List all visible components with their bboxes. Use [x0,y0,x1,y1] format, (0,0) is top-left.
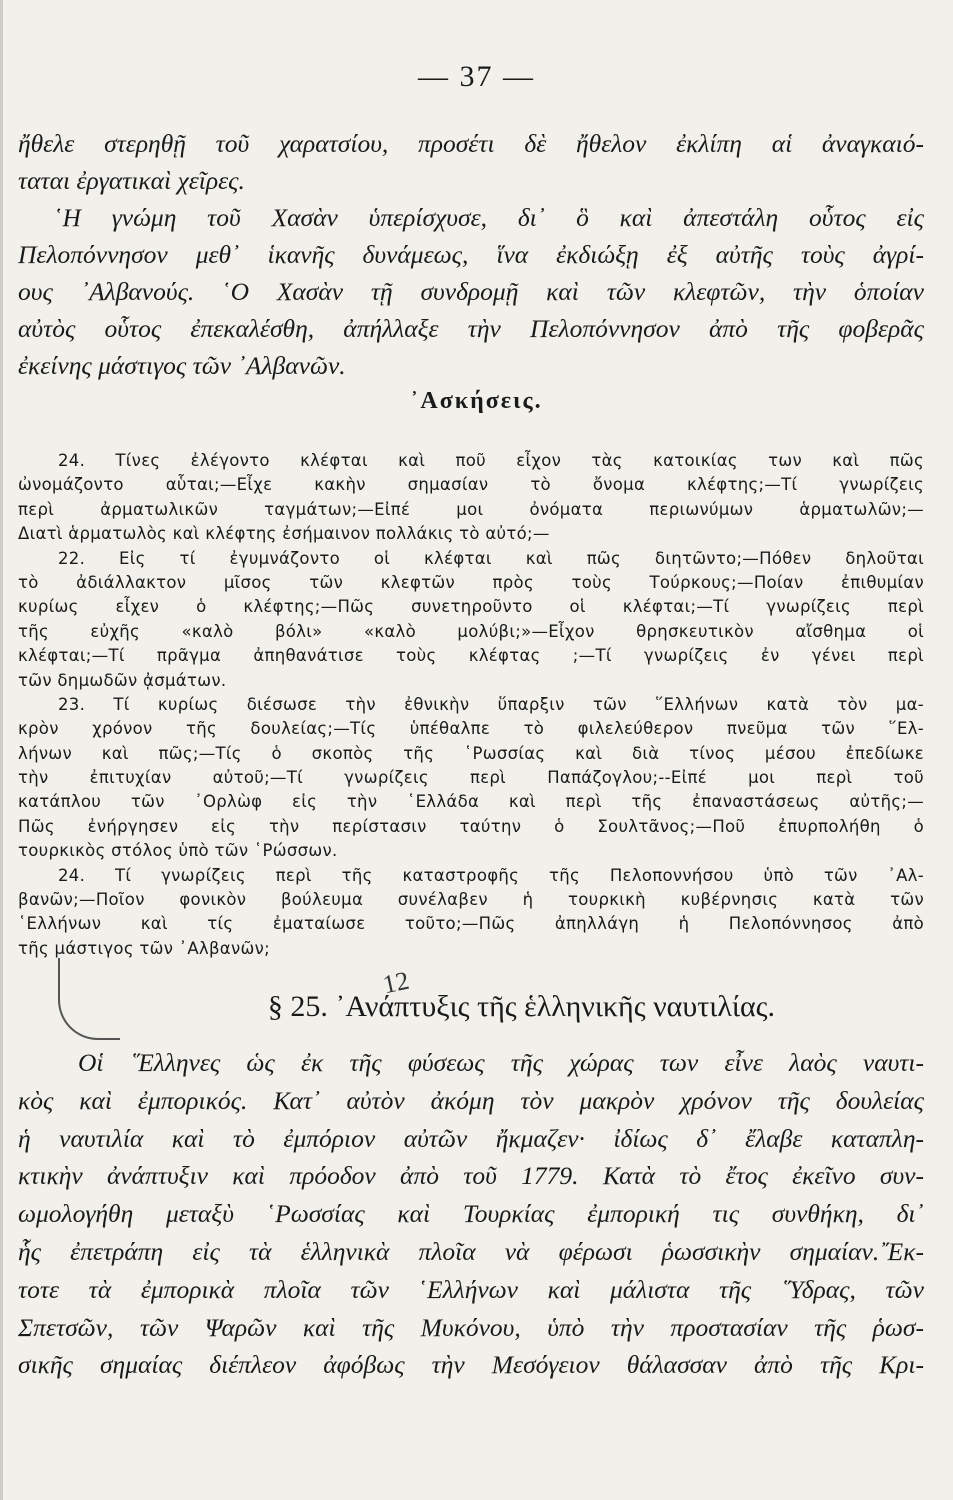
exercise-line: τὸ ἀδιάλλακτον μῖσος τῶν κλεφτῶν πρὸς τοὺς Τούρκους;—Ποίαν ἐπιθυμίαν [18,572,924,592]
exercise-line: 23. Τί κυρίως διέσωσε τὴν ἐθνικὴν ὕπαρξιν τῶν ῞Ελλήνων κατὰ τὸν μα- [58,694,924,714]
text-line: κὸς καὶ ἐμπορικός. Κατ᾿ αὐτὸν ἀκόμη τὸν μακρὸν χρόνον τῆς δουλείας [18,1085,924,1115]
exercise-line: κρὸν χρόνον τῆς δουλείας;—Τίς ὑπέθαλπε τὸ φιλελεύθερον πνεῦμα τῶν ῞Ελ- [18,719,924,739]
exercise-line: Πῶς ἐνήργησεν εἰς τὴν περίστασιν ταύτην ὁ Σουλτᾶνος;—Ποῦ ἐπυρπολήθη ὁ [18,816,924,836]
text-line: ωμολογήθη μεταξὺ ῾Ρωσσίας καὶ Τουρκίας ἐμπορική τις συνθήκη, δι᾿ [18,1199,924,1229]
page-number: — 37 — [418,60,535,93]
text-line: ους ᾿Αλβανούς. ῾Ο Χασὰν τῇ συνδρομῇ καὶ τῶν κλεφτῶν, τὴν ὁποίαν [18,277,924,306]
exercise-line: ῾Ελλήνων καὶ τίς ἐματαίωσε τοῦτο;—Πῶς ἀπηλλάγη ἡ Πελοπόννησος ἀπὸ [18,914,924,934]
text-line: Οἱ ῞Ελληνες ὡς ἐκ τῆς φύσεως τῆς χώρας των εἶνε λαὸς ναυτι- [78,1048,924,1077]
exercise-line: ὠνομάζοντο αὗται;—Εἶχε κακὴν σημασίαν τὸ ὄνομα κλέφτης;—Τί γνωρίζεις [18,475,924,495]
text-line: τοτε τὰ ἐμπορικὰ πλοῖα τῶν ῾Ελλήνων καὶ μάλιστα τῆς ῞Υδρας, τῶν [18,1274,924,1304]
text-line: ἐκείνης μάστιγος τῶν ᾿Αλβανῶν. [18,351,346,380]
exercise-line: περὶ ἀρματωλικῶν ταγμάτων;—Εἰπέ μοι ὀνόματα περιωνύμων ἁρματωλῶν;— [18,499,924,519]
text-line: αὐτὸς οὗτος ἐπεκαλέσθη, ἀπήλλαξε τὴν Πελοπόννησον ἀπὸ τῆς φοβερᾶς [18,314,924,343]
section-title: § 25. ᾿Ανάπτυξις τῆς ἑλληνικῆς ναυτιλίας. [267,990,776,1023]
exercise-line: τῆς εὐχῆς «καλὸ βόλι» «καλὸ μολύβι;»—Εἶχον θρησκευτικὸν αἴσθημα οἱ [18,621,924,641]
exercise-line: τουρκικὸς στόλος ὑπὸ τῶν ῾Ρώσσων. [18,841,338,861]
paragraph-continuation [18,125,924,199]
paragraph-navigation [18,1044,924,1384]
text-line: ἡ ναυτιλία καὶ τὸ ἐμπόριον αὐτῶν ἤκμαζεν· ἰδίως δ᾿ ἔλαβε καταπλη- [18,1123,924,1153]
text-line: Πελοπόννησον μεθ᾿ ἱκανῆς δυνάμεως, ἵνα ἐκδιώξῃ ἐξ αὐτῆς τοὺς ἀγρί- [18,240,924,269]
text-line: Σπετσῶν, τῶν Ψαρῶν καὶ τῆς Μυκόνου, ὑπὸ τὴν προστασίαν τῆς ῥωσ- [18,1312,924,1342]
exercise-line: 22. Εἰς τί ἐγυμνάζοντο οἱ κλέφται καὶ πῶς διητῶντο;—Πόθεν δηλοῦται [58,548,924,568]
exercise-line: λήνων καὶ πῶς;—Τίς ὁ σκοπὸς τῆς ῾Ρωσσίας καὶ διὰ τίνος μέσου ἐπεδίωκε [18,743,924,763]
text-line: ἧς ἐπετράπη εἰς τὰ ἑλληνικὰ πλοῖα νὰ φέρωσι ῥωσσικὴν σημαίαν.῎Εκ- [18,1236,924,1266]
exercise-line: τῶν δημωδῶν ᾀσμάτων. [18,670,227,690]
exercise-line: κατάπλου τῶν ᾿Ορλὼφ εἰς τὴν ῾Ελλάδα καὶ περὶ τῆς ἐπαναστάσεως αὐτῆς;— [18,792,924,812]
exercise-line: 24. Τί γνωρίζεις περὶ τῆς καταστροφῆς τῆς Πελοποννήσου ὑπὸ τῶν ᾿Αλ- [58,865,924,885]
text-line: σικῆς σημαίας διέπλεον ἀφόβως τὴν Μεσόγειον θάλασσαν ἀπὸ τῆς Κρι- [18,1350,924,1380]
page-edge-shadow [0,0,3,1500]
exercise-line: Διατὶ ἁρματωλὸς καὶ κλέφτης ἐσήμαινον πολλάκις τὸ αὐτό;— [18,524,550,544]
exercise-line: τῆς μάστιγος τῶν ᾿Αλβανῶν; [18,938,270,958]
exercise-line: 24. Τίνες ἐλέγοντο κλέφται καὶ ποῦ εἶχον τὰς κατοικίας των καὶ πῶς [58,451,924,470]
exercises-list [18,449,924,961]
exercise-line: τὴν ἐπιτυχίαν αὐτοῦ;—Τί γνωρίζεις περὶ Παπάζογλου;--Εἰπέ μοι περὶ τοῦ [18,768,924,788]
text-line: ταται ἐργατικαὶ χεῖρες. [18,166,245,195]
text-line: ἤθελε στερηθῇ τοῦ χαρατσίου, προσέτι δὲ ἤθελον ἐκλίπη αἱ ἀναγκαιό- [18,129,924,158]
text-line: κτικὴν ἀνάπτυξιν καὶ πρόοδον ἀπὸ τοῦ 1779. Κατὰ τὸ ἔτος ἐκεῖνο συν- [18,1161,924,1191]
paragraph-hasan [18,199,924,384]
text-line: ῾Η γνώμη τοῦ Χασὰν ὑπερίσχυσε, δι᾿ ὃ καὶ ἀπεστάλη οὗτος εἰς [54,203,924,232]
exercise-line: βανῶν;—Ποῖον φονικὸν βούλευμα συνέλαβεν ἡ τουρκικὴ κυβέρνησις κατὰ τῶν [18,890,924,910]
exercises-heading: ᾿Ασκήσεις. [410,388,543,414]
handwritten-annotation: 12 [380,965,412,1000]
exercise-line: κυρίως εἶχεν ὁ κλέφτης;—Πῶς συνετηροῦντο οἱ κλέφται;—Τί γνωρίζεις περὶ [18,597,924,617]
exercise-line: κλέφται;—Τί πρᾶγμα ἀπηθανάτισε τοὺς κλέφτας ;—Τί γνωρίζεις ἐν γένει περὶ [18,646,924,666]
